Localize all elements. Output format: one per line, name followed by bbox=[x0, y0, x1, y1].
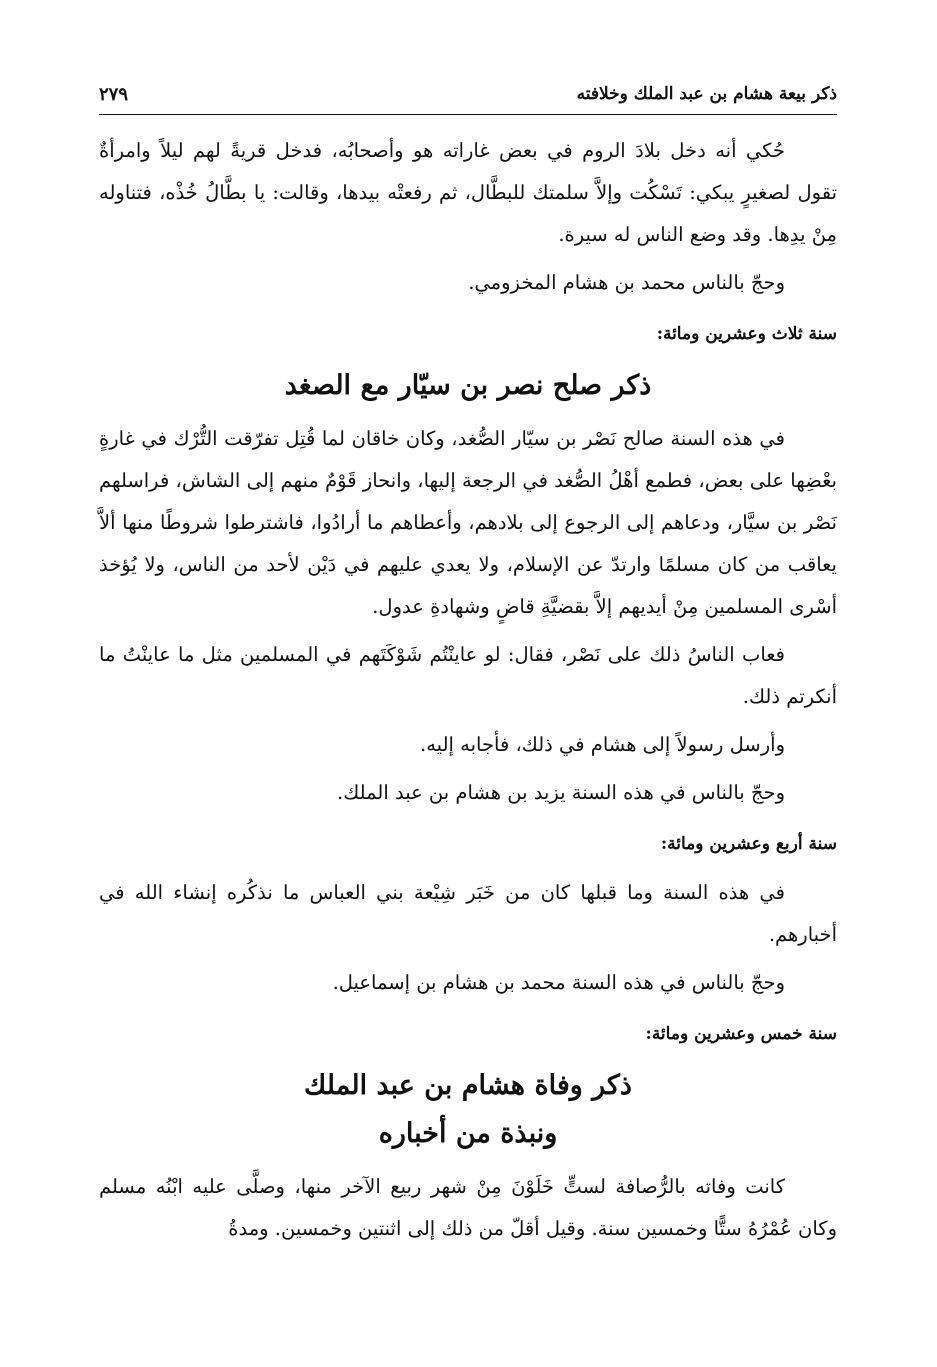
paragraph-9: كانت وفاته بالرُّصافة لستٍّ خَلَوْنَ مِنْ شهر ربيع الآخر منها، وصلَّى عليه ابْنُه مسلم وكان عُمْرُهُ ستًّا وخمسين سنة. وقيل أقلّ من ذلك إلى اثنتين وخمسين. ومدةُ bbox=[99, 1175, 837, 1240]
running-title: ذكر بيعة هشام بن عبد الملك وخلافته bbox=[576, 84, 837, 104]
year-heading-124: سنة أربع وعشرين ومائة: bbox=[660, 834, 837, 854]
paragraph-4: فعاب الناسُ ذلك على نَصْر، فقال: لو عاينْتُم شَوْكَتَهم في المسلمين مثل ما عاينْتُ ما أنكرتم ذلك. bbox=[99, 643, 837, 708]
paragraph-2: وحجّ بالناس محمد بن هشام المخزومي. bbox=[468, 271, 785, 294]
paragraph-6: وحجّ بالناس في هذه السنة يزيد بن هشام بن عبد الملك. bbox=[337, 781, 785, 804]
page-body bbox=[99, 130, 837, 1256]
page-number: ٢٧٩ bbox=[99, 84, 129, 105]
paragraph-3: في هذه السنة صالح نَصْر بن سيّار الصُّغد، وكان خاقان لما قُتِل تفرّقت التُّرْك في غارةٍ بعْضِها على بعض، فطمع أهْلُ الصُّغد في الرجعة إليها، وانحاز قَوْمٌ منهم إلى الشاش، فراسلهم نَصْر بن سيَّار، ودعاهم إلى الرجوع إلى بلادهم، وأعطاهم ما أرادُوا، فاشترطوا شروطًا منها ألاَّ يعاقب من كان مسلمًا وارتدّ عن الإسلام، ولا يعدي عليهم في دَيْن لأحد من الناس، ولا يُؤخذ أسْرى المسلمين مِنْ أيديهم إلاَّ بقضيَّةِ قاضٍ وشهادةِ عدول. bbox=[99, 427, 837, 618]
section-title-2-line-1: ذكر وفاة هشام بن عبد الملك bbox=[304, 1070, 632, 1101]
running-header bbox=[99, 84, 837, 115]
section-title-2 bbox=[99, 1062, 837, 1158]
paragraph-1: حُكي أنه دخل بلادَ الروم في بعض غاراته هو وأصحابُه، فدخل قريةً لهم ليلاً وامرأةٌ تقول لصغيرٍ يبكي: تَسْكُت وإلاَّ سلمتك للبطَّال، ثم رفعتْه بيدها، وقالت: يا بطَّالُ خُذْه، فتناوله مِنْ يدِها. وقد وضع الناس له سيرة. bbox=[99, 139, 837, 246]
paragraph-7: في هذه السنة وما قبلها كان من خَبَر شِيْعة بني العباس ما نذكُره إنشاء الله في أخبارهم. bbox=[99, 881, 837, 946]
paragraph-5: وأرسل رسولاً إلى هشام في ذلك، فأجابه إليه. bbox=[420, 733, 785, 756]
section-title-1-text: ذكر صلح نصر بن سيّار مع الصغد bbox=[284, 370, 652, 401]
section-title-2-line-2: ونبذة من أخباره bbox=[378, 1118, 558, 1149]
paragraph-8: وحجّ بالناس في هذه السنة محمد بن هشام بن إسماعيل. bbox=[332, 971, 785, 994]
section-title-1 bbox=[99, 362, 837, 410]
year-heading-125: سنة خمس وعشرين ومائة: bbox=[645, 1024, 837, 1044]
year-heading-123: سنة ثلاث وعشرين ومائة: bbox=[656, 324, 837, 344]
